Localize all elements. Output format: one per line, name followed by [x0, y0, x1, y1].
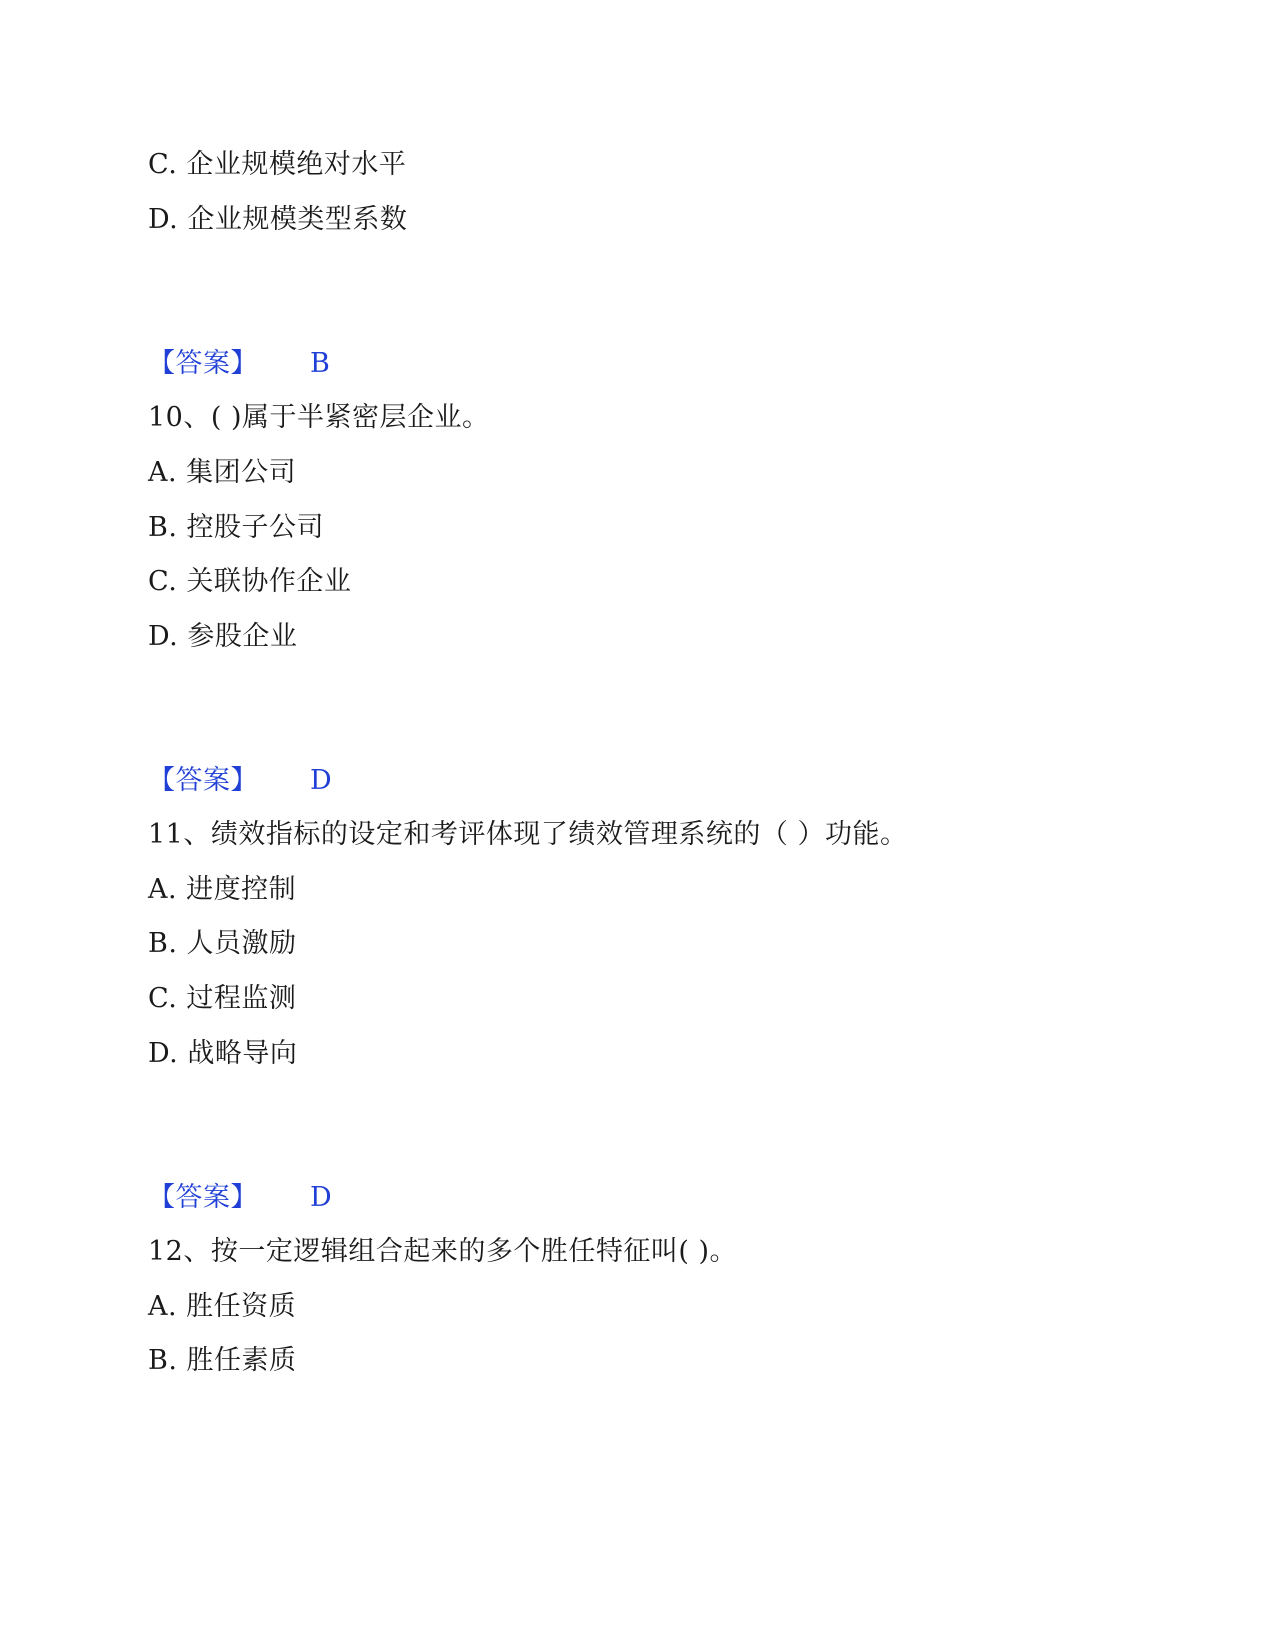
q10-option-d: D. 参股企业: [148, 621, 298, 652]
q12-question: 12、按一定逻辑组合起来的多个胜任特征叫( )。: [148, 1236, 738, 1267]
q9-answer: [148, 347, 330, 381]
q11-option-c: C. 过程监测: [148, 983, 297, 1014]
answer-value: D: [310, 1182, 333, 1213]
q11-option-b: B. 人员激励: [148, 928, 297, 959]
q11-option-a: A. 进度控制: [148, 874, 297, 905]
q11-option-d: D. 战略导向: [148, 1038, 298, 1069]
q10-option-c: C. 关联协作企业: [148, 566, 352, 597]
q11-question: 11、绩效指标的设定和考评体现了绩效管理系统的（ ）功能。: [148, 819, 908, 850]
q10-answer: [148, 764, 332, 798]
answer-label: 【答案】: [148, 348, 258, 379]
q10-question: 10、( )属于半紧密层企业。: [148, 402, 490, 433]
answer-value: D: [310, 765, 333, 796]
q12-option-a: A. 胜任资质: [148, 1291, 297, 1322]
q11-answer: [148, 1181, 332, 1215]
answer-label: 【答案】: [148, 1182, 258, 1213]
q12-option-b: B. 胜任素质: [148, 1345, 297, 1376]
answer-label: 【答案】: [148, 765, 258, 796]
q10-option-a: A. 集团公司: [148, 457, 297, 488]
q9-option-d: D. 企业规模类型系数: [148, 204, 408, 235]
q9-option-c: C. 企业规模绝对水平: [148, 149, 407, 180]
q10-option-b: B. 控股子公司: [148, 512, 325, 543]
answer-value: B: [310, 348, 331, 379]
